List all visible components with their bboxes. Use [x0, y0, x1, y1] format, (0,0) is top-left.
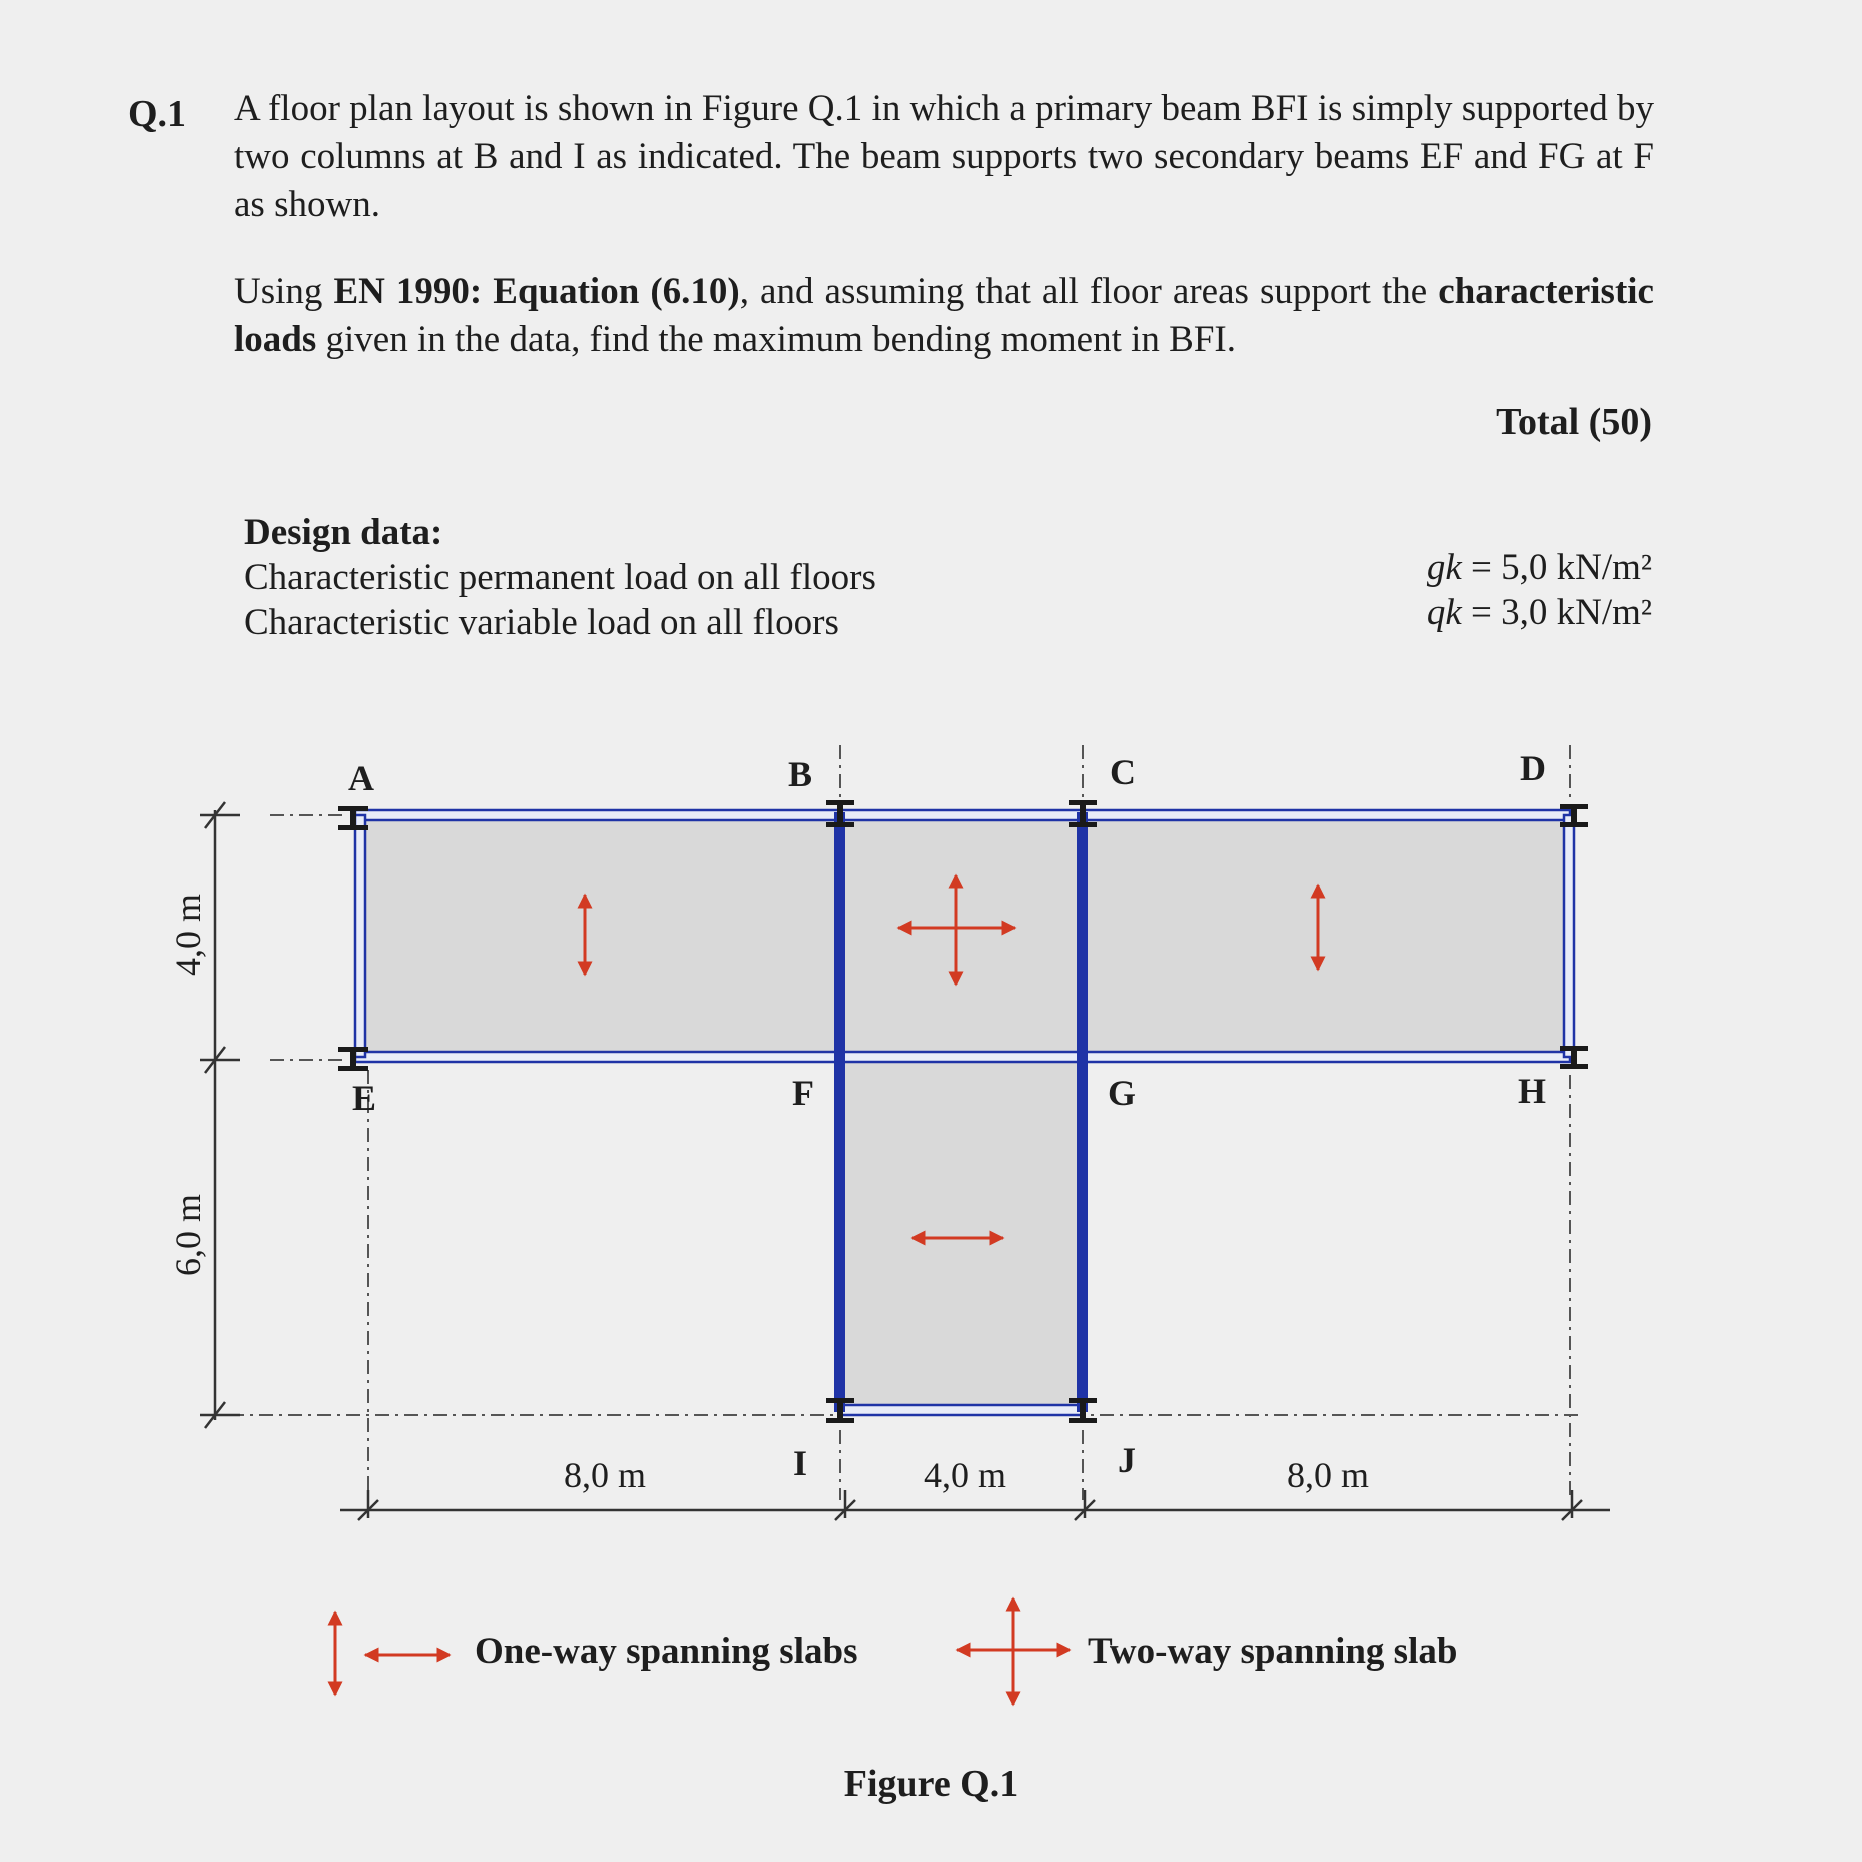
label-E: E — [352, 1078, 377, 1118]
total-marks: Total (50) — [1496, 401, 1652, 443]
slab-panel-CDHG — [1083, 815, 1570, 1055]
beam-EFGH — [355, 1052, 1570, 1062]
qk-symbol: qk — [1426, 592, 1462, 633]
p2-part-e: given in the data, find the maximum bending moment in BFI. — [316, 319, 1236, 360]
beam-DH — [1564, 815, 1574, 1057]
label-H: H — [1518, 1071, 1547, 1111]
legend-two-way-label: Two-way spanning slab — [1088, 1631, 1458, 1672]
label-C: C — [1110, 752, 1136, 792]
label-A: A — [348, 758, 374, 798]
qk-value: = 3,0 kN/m² — [1461, 592, 1652, 633]
dim-left-top: 4,0 m — [168, 893, 208, 977]
label-B: B — [788, 754, 813, 794]
label-I: I — [793, 1443, 808, 1483]
gk-value: = 5,0 kN/m² — [1461, 547, 1652, 588]
gk-symbol: gk — [1426, 547, 1462, 588]
p2-equation-ref: EN 1990: Equation (6.10) — [333, 271, 740, 312]
slab-panel-ABFE — [360, 815, 840, 1055]
p2-part-a: Using — [234, 271, 334, 312]
slab-panel-FGJI — [840, 1055, 1083, 1410]
dim-bottom-1: 8,0 m — [563, 1455, 647, 1495]
beam-ABCD — [355, 810, 1570, 820]
label-D: D — [1520, 748, 1546, 788]
p2-characteristic-loads: characteristic loads — [234, 271, 1654, 360]
paragraph-1-text: A floor plan layout is shown in Figure Q.1 in which a primary beam BFI is simply supported by two columns at B and I as indicated. The beam supports two secondary beams EF and FG at F as shown. — [234, 88, 1654, 225]
label-F: F — [792, 1073, 814, 1113]
dim-bottom-2: 4,0 m — [923, 1455, 1007, 1495]
dim-left-bottom: 6,0 m — [168, 1193, 208, 1277]
beam-BFI — [834, 812, 845, 1412]
dim-bottom-3: 8,0 m — [1286, 1455, 1370, 1495]
design-data-heading: Design data: — [244, 512, 443, 553]
question-number: Q.1 — [128, 93, 187, 135]
label-J: J — [1118, 1440, 1136, 1480]
figure-caption: Figure Q.1 — [843, 1763, 1019, 1805]
design-data-line-variable: Characteristic variable load on all floors — [244, 602, 839, 643]
legend-one-way-label: One-way spanning slabs — [475, 1631, 858, 1672]
beam-IJ — [840, 1405, 1083, 1415]
p2-part-c: , and assuming that all floor areas support the — [739, 271, 1439, 312]
beam-AE — [355, 815, 365, 1057]
design-data-line-permanent: Characteristic permanent load on all floors — [244, 557, 876, 598]
beam-CGJ — [1077, 812, 1088, 1412]
slab-panel-BCGF — [840, 815, 1083, 1055]
label-G: G — [1108, 1073, 1137, 1113]
